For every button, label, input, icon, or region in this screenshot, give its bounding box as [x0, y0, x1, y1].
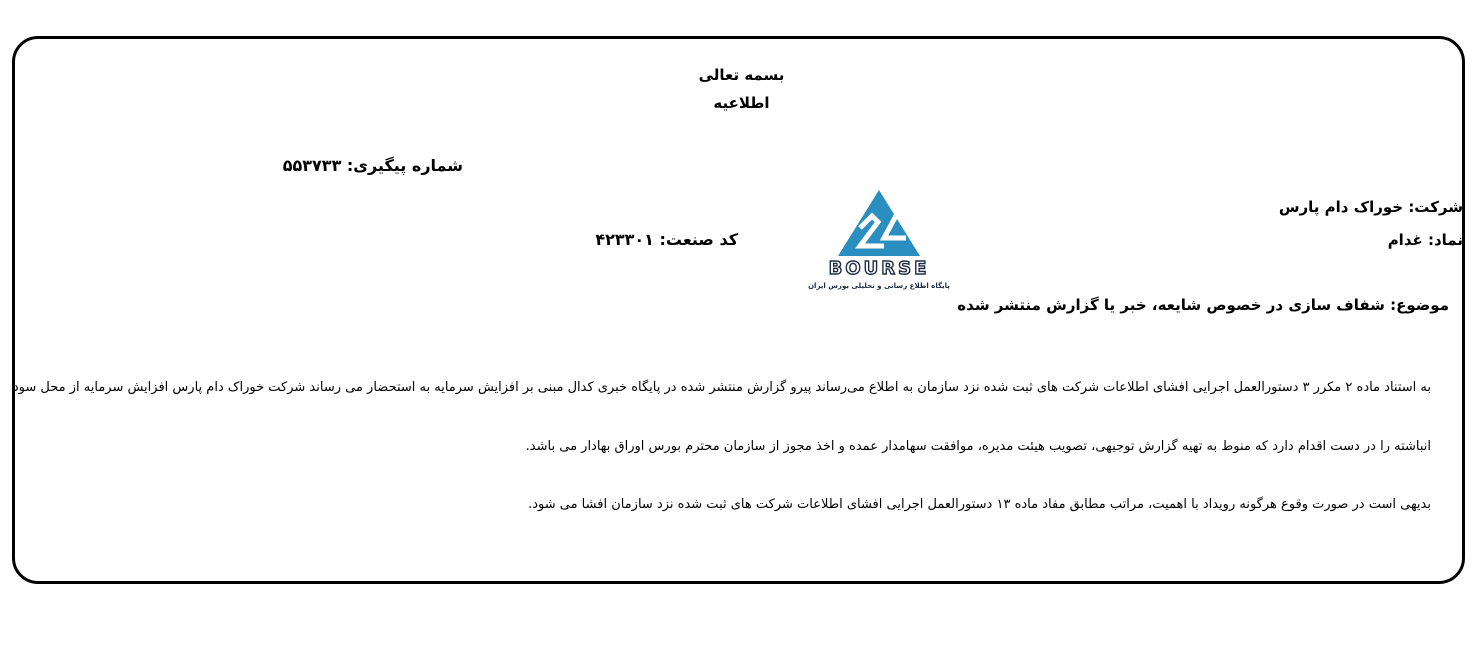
body-paragraph-line-3: بدیهی است در صورت وقوع هرگونه رویداد با اهمیت، مراتب مطابق مفاد ماده ۱۳ دستورالعمل اجرایی افشای اطلاعات شرکت های ثبت شده نزد سازمان افشا می شود.: [528, 497, 1431, 512]
tracking-number-label: شماره پیگیری:: [346, 156, 463, 175]
logo-caption: پایگاه اطلاع رسانی و تحلیلی بورس ایران: [808, 282, 950, 290]
invocation-heading: بسمه تعالی: [698, 66, 785, 84]
industry-code-value: ۴۲۳۳۰۱: [595, 230, 654, 249]
body-paragraph-line-1: به استناد ماده ۲ مکرر ۳ دستورالعمل اجرایی افشای اطلاعات شرکت های ثبت شده نزد سازمان به اطلاع می‌رساند پیرو گزارش منتشر شده در پایگاه خبری کدال مبنی بر افزایش سرمایه به استحضار می رساند شرکت خوراک دام پارس افزایش سرمایه از محل سود: [12, 380, 1431, 395]
symbol-label: نماد:: [1427, 231, 1463, 249]
body-paragraph-line-2: انباشته را در دست اقدام دارد که منوط به تهیه گزارش توجیهی، تصویب هیئت مدیره، موافقت سهامدار عمده و اخذ مجوز از سازمان محترم بورس اوراق بهادار می باشد.: [525, 439, 1431, 454]
company-name: [1279, 198, 1463, 216]
subject-label: موضوع:: [1390, 296, 1449, 314]
bourse-logo-icon: [808, 188, 950, 296]
company-value: خوراک دام پارس: [1278, 198, 1404, 216]
bourse-logo: [808, 188, 950, 296]
industry-code: [595, 230, 738, 249]
subject-line: [957, 296, 1449, 314]
tracking-number: [283, 156, 463, 175]
industry-code-label: کد صنعت:: [659, 230, 738, 249]
subject-value: شفاف سازی در خصوص شایعه، خبر یا گزارش منتشر شده: [957, 296, 1385, 314]
logo-wordmark: BOURSE: [828, 258, 930, 279]
tracking-number-value: ۵۵۳۷۳۳: [282, 156, 342, 175]
announcement-title: اطلاعیه: [713, 94, 770, 112]
symbol-value: غدام: [1387, 231, 1423, 249]
company-label: شرکت:: [1408, 198, 1463, 216]
ticker-symbol: [1388, 231, 1463, 249]
